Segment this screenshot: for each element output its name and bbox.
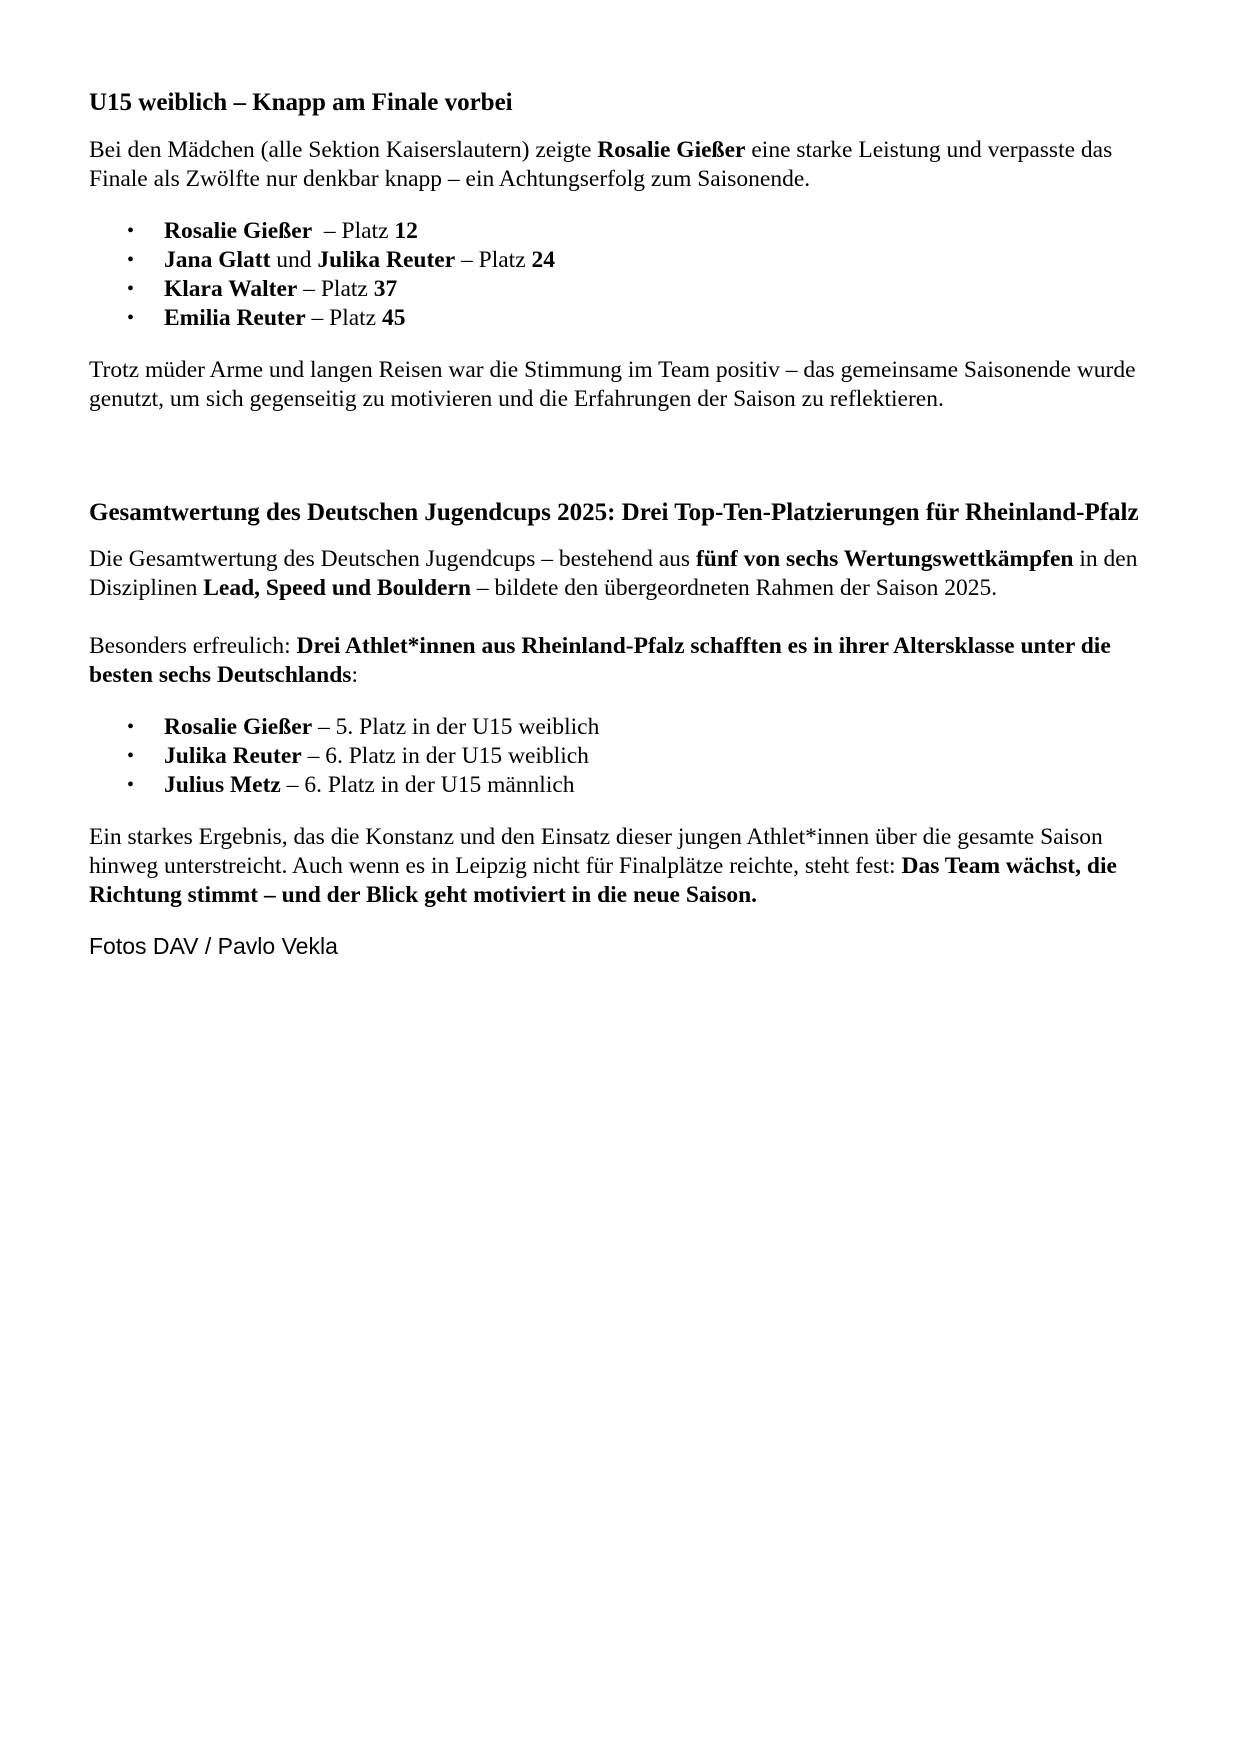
- list-item: • Rosalie Gießer – Platz 12: [127, 218, 418, 244]
- list-item: • Emilia Reuter – Platz 45: [127, 305, 406, 331]
- list-item: • Jana Glatt und Julika Reuter – Platz 24: [127, 247, 556, 273]
- results-list-u15: [89, 217, 1164, 333]
- closing-paragraph: Trotz müder Arme und langen Reisen war die Stimmung im Team positiv – das gemeinsame Saisonende wurde genutzt, um sich gegenseitig zu motivieren und die Erfahrungen der Saison zu reflektieren.: [89, 357, 1136, 412]
- list-item: • Klara Walter – Platz 37: [127, 276, 398, 302]
- results-list-overall: [89, 713, 1164, 800]
- gesamtwertung-paragraph: Die Gesamtwertung des Deutschen Jugendcups – bestehend aus fünf von sechs Wertungswettkämpfen in den Disziplinen Lead, Speed und Bouldern – bildete den übergeordneten Rahmen der Saison 2025.: [89, 546, 1138, 601]
- summary-paragraph: Ein starkes Ergebnis, das die Konstanz und den Einsatz dieser jungen Athlet*innen über die gesamte Saison hinweg unterstreicht. Auch wenn es in Leipzig nicht für Finalplätze reichte, steht fest: Das Team wächst, die Richtung stimmt – und der Blick geht motiviert in die neue Saison.: [89, 824, 1117, 908]
- list-item: • Julika Reuter – 6. Platz in der U15 weiblich: [127, 743, 589, 769]
- section-heading-u15: U15 weiblich – Knapp am Finale vorbei: [89, 89, 513, 116]
- list-item: • Julius Metz – 6. Platz in der U15 männlich: [127, 772, 575, 798]
- besonders-paragraph: Besonders erfreulich: Drei Athlet*innen aus Rheinland-Pfalz schafften es in ihrer Altersklasse unter die besten sechs Deutschlands:: [89, 633, 1111, 688]
- photo-credit: Fotos DAV / Pavlo Vekla: [89, 933, 338, 959]
- section-heading-gesamtwertung: Gesamtwertung des Deutschen Jugendcups 2025: Drei Top-Ten-Platzierungen für Rheinland-Pfalz: [89, 499, 1139, 526]
- document-page: [89, 86, 1164, 961]
- intro-paragraph: Bei den Mädchen (alle Sektion Kaiserslautern) zeigte Rosalie Gießer eine starke Leistung und verpasste das Finale als Zwölfte nur denkbar knapp – ein Achtungserfolg zum Saisonende.: [89, 137, 1113, 192]
- list-item: • Rosalie Gießer – 5. Platz in der U15 weiblich: [127, 714, 600, 740]
